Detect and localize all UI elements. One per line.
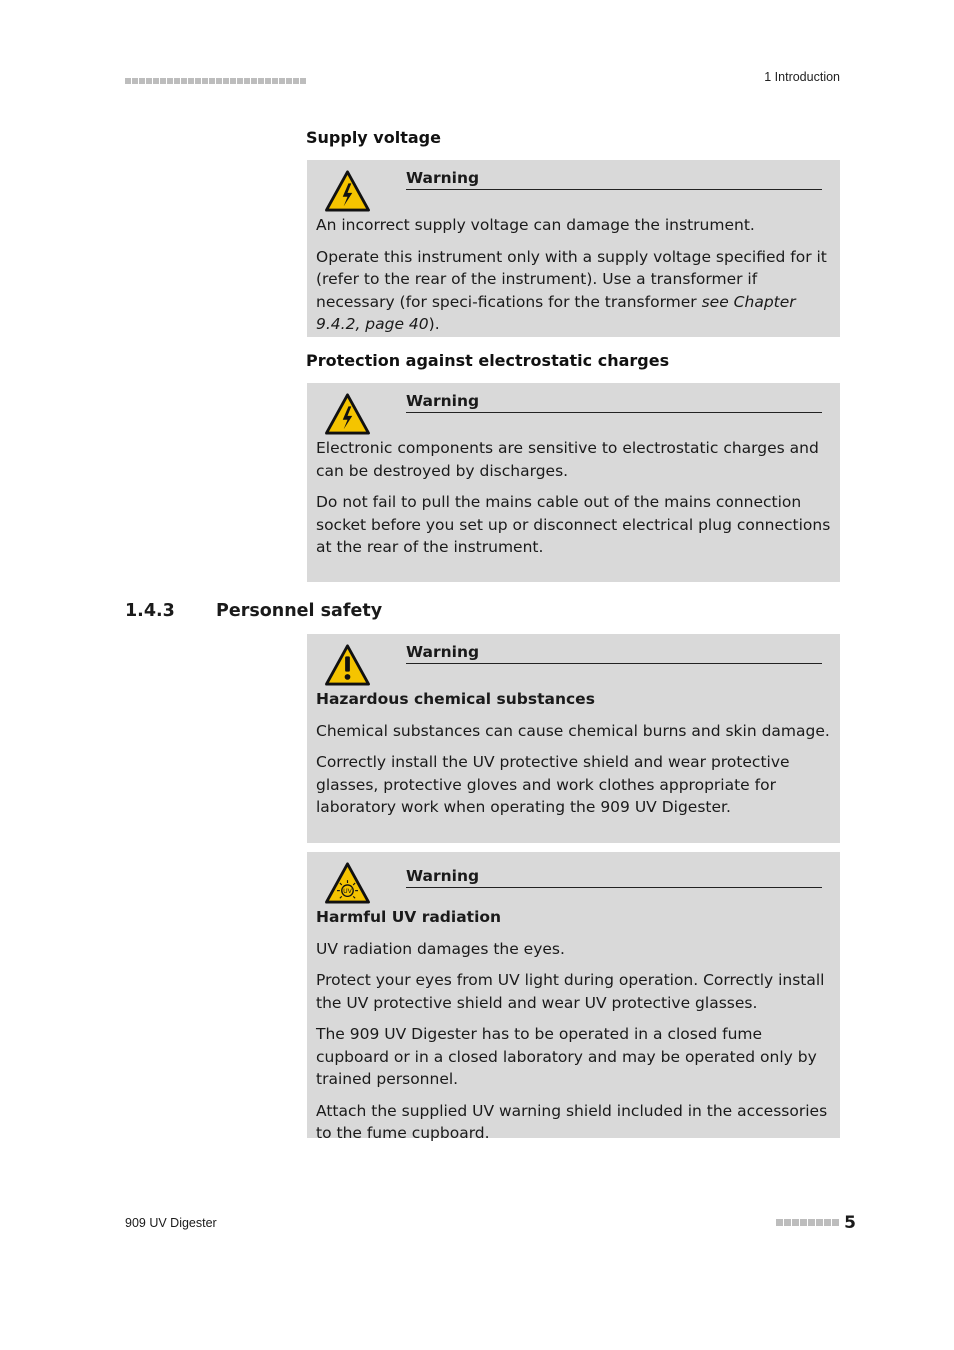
footer-page [776,1212,856,1233]
hazard-heading: Harmful UV radiation [316,908,502,926]
paragraph: Operate this instrument only with a supply voltage specified for it (refer to the rear of the instrument). Use a transformer if necessary (for speci-fications for the transformer see Chapter 9.4.2, page 40). [316,247,827,333]
warning-label: Warning [406,392,822,413]
paragraph: Protect your eyes from UV light during operation. Correctly install the UV protective shield and wear UV protective glasses. [316,971,825,1012]
paragraph: UV radiation damages the eyes. [316,939,565,958]
electrical-hazard-icon [324,393,371,435]
paragraph: Do not fail to pull the mains cable out of the mains connection socket before you set up or disconnect electrical plug connections at the rear of the instrument. [316,493,831,556]
paragraph: Attach the supplied UV warning shield included in the accessories to the fume cupboard. [316,1101,828,1142]
chapter-reference-link[interactable]: see Chapter 9.4.2, page 40 [316,292,796,333]
paragraph: The 909 UV Digester has to be operated in a closed fume cupboard or in a closed laboratory and may be operated only by trained personnel. [316,1025,817,1088]
section-title: Personnel safety [216,601,383,621]
header-decoration [125,70,307,89]
header-chapter: 1 Introduction [764,70,840,84]
hazard-heading: Hazardous chemical substances [316,690,595,708]
page-number: 5 [844,1212,856,1233]
general-warning-icon [324,644,371,686]
uv-radiation-icon [324,862,371,904]
footer-product: 909 UV Digester [125,1216,217,1230]
svg-text:UV: UV [343,888,352,896]
warning-box-electrostatic [307,383,840,582]
subheading-electrostatic: Protection against electrostatic charges [306,351,670,370]
warning-label: Warning [406,867,822,888]
electrical-hazard-icon [324,170,371,212]
paragraph: Chemical substances can cause chemical burns and skin damage. [316,721,830,740]
warning-box-chemical [307,634,840,843]
warning-box-supply [307,160,840,337]
paragraph: Correctly install the UV protective shield and wear protective glasses, protective gloves and work clothes appropriate for laboratory work when operating the 909 UV Digester. [316,753,790,816]
warning-box-uv [307,852,840,1142]
paragraph: Electronic components are sensitive to electrostatic charges and can be destroyed by discharges. [316,439,819,480]
warning-label: Warning [406,643,822,664]
paragraph: An incorrect supply voltage can damage the instrument. [316,216,755,234]
section-number: 1.4.3 [125,601,175,621]
subheading-supply-voltage: Supply voltage [306,128,441,147]
warning-label: Warning [406,169,822,190]
